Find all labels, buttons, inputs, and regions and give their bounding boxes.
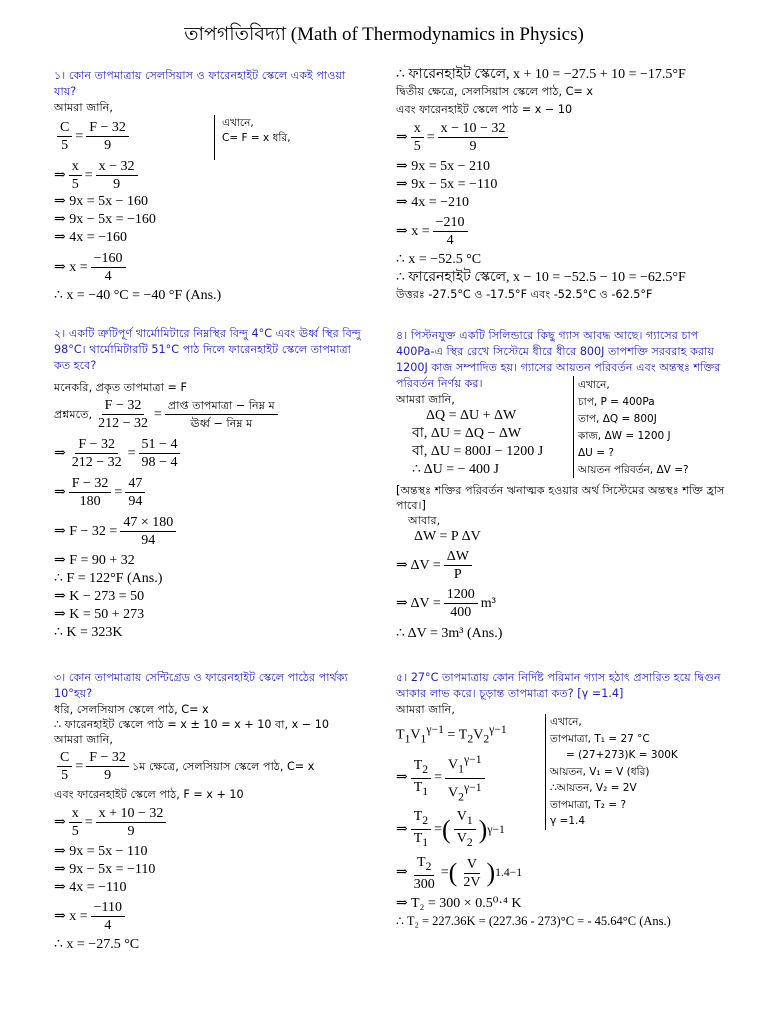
note-line: আয়তন পরিবর্তন, ΔV =? xyxy=(578,464,689,476)
note-label: এখানে, xyxy=(550,716,582,728)
equation: ∴ x = −52.5 °C xyxy=(396,252,482,267)
problem-5-question: ৫। 27°C তাপমাত্রায় কোন নির্দিষ্ট পরিমান গ্যাস হঠাৎ প্রসারিত হয়ে দ্বিগুন আকার লাভ করে। চূড়ান্ত তাপমাত্রা কত? [γ =1.4] xyxy=(396,671,721,700)
equation: বা, ΔU = 800J − 1200 J xyxy=(412,444,544,459)
problem-3 xyxy=(54,670,370,954)
note-line: তাপমাত্রা, T₂ = ? xyxy=(550,798,627,811)
note-text: C= F = x ধরি, xyxy=(222,132,291,144)
note-label: এখানে, xyxy=(578,379,610,391)
equation: ∴ ফারেনহাইট স্কেলে, x + 10 = −27.5 + 10 = −17.5°F xyxy=(396,67,686,82)
equation: ⇒ F − 32 212 − 32 = 51 − 4 98 − 4 xyxy=(54,436,370,471)
note-line: ∴আয়তন, V₂ = 2V xyxy=(550,782,637,794)
equation: বা, ΔU = ΔQ − ΔW xyxy=(412,426,522,441)
equation: ⇒ 4x = −210 xyxy=(396,195,470,210)
answer: ∴ F = 122°F (Ans.) xyxy=(54,571,163,586)
equation: ΔQ = ΔU + ΔW xyxy=(426,408,517,423)
known-label: আমরা জানি, xyxy=(54,733,113,746)
known-label: আমরা জানি, xyxy=(396,393,455,406)
problem-3-question: ৩। কোন তাপমাত্রায় সেন্টিগ্রেড ও ফারেনহাইট স্কেলে পাঠের পার্থক্য 10°হয়? xyxy=(54,671,348,700)
assume-line: ধরি, সেলসিয়াস স্কেলে পাঠ, C= x xyxy=(54,703,209,716)
given-note xyxy=(222,116,291,146)
equation: ⇒ K − 273 = 50 xyxy=(54,589,145,604)
problem-2 xyxy=(54,326,370,642)
equation: ∴ ΔU = − 400 J xyxy=(412,462,499,477)
equation: ⇒ $T_2$ $T_1$ = $V_1^{\gamma-1}$ $V_2^{\gamma-1}$ xyxy=(396,751,726,805)
equation: ⇒ 4x = −110 xyxy=(54,880,127,895)
page-title: তাপগতিবিদ্যা (Math of Thermodynamics in Physics) xyxy=(184,24,584,45)
equation: ⇒ $T_2$ $T_1$ = ( $V_1$ $V_2$ ) γ−1 xyxy=(396,809,505,849)
equation: ⇒ F − 32 = 47 × 180 94 xyxy=(54,514,370,549)
fahrenheit-reading: ∴ ফারেনহাইট স্কেলে পাঠ = x ± 10 = x + 10 বা, x − 10 xyxy=(54,718,329,731)
case-2-label: দ্বিতীয় ক্ষেত্রে, সেলসিয়াস স্কেলে পাঠ, C= x xyxy=(396,85,593,98)
case-1-label: ১ম ক্ষেত্রে, সেলসিয়াস স্কেলে পাঠ, C= x xyxy=(131,760,315,773)
frac-numerator: প্রাপ্ত তাপমাত্রা − নিম্ন ম xyxy=(165,397,278,415)
equation: ∴ ফারেনহাইট স্কেলে, x − 10 = −52.5 − 10 = −62.5°F xyxy=(396,270,686,285)
note-divider xyxy=(214,115,215,160)
equation: ⇒ ΔV = ΔW P xyxy=(396,548,726,583)
equation: প্রশ্নমতে, $\frac{F - 32}{212 - 32}$ = প্রাপ্ত তাপমাত্রা − নিম্ন ম ঊর্ধ্ব − নিম্ন ম xyxy=(54,397,370,432)
equation: ∴ x = −27.5 °C xyxy=(54,937,140,952)
note-line: কাজ, ΔW = 1200 J xyxy=(578,430,671,442)
problem-4 xyxy=(396,328,726,643)
note-line: আয়তন, V₁ = V (ধরি) xyxy=(550,765,650,778)
equation: ⇒ x = −110 4 xyxy=(54,899,370,934)
answer: ∴ x = −40 °C = −40 °F (Ans.) xyxy=(54,288,222,303)
equation: ⇒ x 5 = x + 10 − 32 9 xyxy=(54,805,370,840)
by-question-label: প্রশ্নমতে, xyxy=(54,408,93,421)
note-line: চাপ, P = 400Pa xyxy=(578,396,655,408)
equation: ⇒ ΔV = 1200 400 m³ xyxy=(396,587,496,620)
problem-1-question: ১। কোন তাপমাত্রায় সেলসিয়াস ও ফারেনহাইট স্কেলে একই পাওয়া যায়? xyxy=(54,69,346,98)
problem-4-question: ৪। পিস্টনযুক্ত একটি সিলিন্ডারে কিছু গ্যাস আবদ্ধ আছে। গ্যাসের চাপ 400Pa-এ স্থির রেখে সিস্টেমে ধীরে ধীরে 800J তাপশক্তি সরবরাহ করায় 1200J কাজ সম্পাদিত হয়। গ্যাসের আয়তন পরিবর্তন এবং অন্তস্থঃ শক্তির পরিবর্তন নির্ণয় কর। xyxy=(396,329,721,390)
equation: ⇒ 9x = 5x − 210 xyxy=(396,159,491,174)
equation: ⇒ K = 50 + 273 xyxy=(54,607,145,622)
equation: ⇒ T₂ = 300 × 0.5⁰·⁴ K xyxy=(396,895,522,911)
case-1-fahrenheit: এবং ফারেনহাইট স্কেলে পাঠ, F = x + 10 xyxy=(54,788,244,801)
note-line: তাপমাত্রা, T₁ = 27 °C xyxy=(550,732,650,745)
answer: ∴ K = 323K xyxy=(54,625,123,640)
equation: ⇒ $T_2$ 300 = ( V 2V ) 1.4−1 xyxy=(396,854,523,892)
known-label: আমরা জানি, xyxy=(54,101,113,114)
problem-1 xyxy=(54,68,364,305)
frac-denominator: ঊর্ধ্ব − নিম্ন ম xyxy=(190,417,253,430)
equation: ⇒ 9x = 5x − 160 xyxy=(54,194,149,209)
note-line: ΔU = ? xyxy=(578,447,614,459)
equation: ⇒ F − 32 180 = 47 94 xyxy=(54,475,370,510)
given-note xyxy=(550,714,678,830)
equation: ⇒ x 5 = x − 10 − 32 9 xyxy=(396,120,726,155)
problem-3-continued xyxy=(396,66,726,302)
known-label: আমরা জানি, xyxy=(396,703,455,716)
note-line: γ =1.4 xyxy=(550,815,586,827)
equation: ⇒ x = −210 4 xyxy=(396,214,726,249)
equation: ⇒ 9x − 5x = −110 xyxy=(54,862,156,877)
equation: ⇒ x 5 = x − 32 9 xyxy=(54,158,364,193)
answer: উত্তরঃ -27.5°C ও -17.5°F এবং -52.5°C ও -62.5°F xyxy=(396,288,653,301)
remark: [অন্তস্থঃ শক্তির পরিবর্তন ঋনাত্মক হওয়ার অর্থ সিস্টেমের অন্তস্থঃ শক্তি হ্রাস পাবে।] xyxy=(396,484,725,512)
assume-line: মনেকরি, প্রকৃত তাপমাত্রা = F xyxy=(54,381,187,394)
answer: ∴ ΔV = 3m³ (Ans.) xyxy=(396,626,503,641)
problem-2-question: ২। একটি ত্রুটিপূর্ণ থার্মোমিটারে নিম্নস্থির বিন্দু 4°C এবং ঊর্ধ্ব স্থির বিন্দু 98°C। থার্মোমিটারটি 51°C পাঠ দিলে ফারেনহাইট স্কেলে তাপমাত্রা কত হবে? xyxy=(54,327,361,372)
equation: ⇒ x = −160 4 xyxy=(54,250,364,285)
note-label: এখানে, xyxy=(222,117,254,129)
equation: $T_1V_1^{\gamma-1} = T_2V_2^{\gamma-1}$ xyxy=(396,723,507,746)
equation: C 5 = F − 32 9 xyxy=(54,119,364,154)
equation: ΔW = P ΔV xyxy=(414,529,481,544)
equation: ⇒ 9x − 5x = −160 xyxy=(54,212,156,227)
answer: ∴ T₂ = 227.36K = (227.36 - 273)°C = - 45.64°C (Ans.) xyxy=(396,913,671,928)
note-line: = (27+273)K = 300K xyxy=(566,749,678,761)
case-2-fahrenheit: এবং ফারেনহাইট স্কেলে পাঠ = x − 10 xyxy=(396,103,573,116)
equation: $\frac{C}{5}$ = $\frac{F - 32}{9}$ ১ম ক্ষেত্রে, সেলসিয়াস স্কেলে পাঠ, C= x xyxy=(54,749,370,784)
equation: ⇒ 4x = −160 xyxy=(54,230,128,245)
note-divider xyxy=(545,714,546,830)
equation: ⇒ 9x = 5x − 110 xyxy=(54,844,148,859)
given-note xyxy=(578,377,689,479)
note-line: তাপ, ΔQ = 800J xyxy=(578,413,657,425)
equation: ⇒ F = 90 + 32 xyxy=(54,553,135,568)
equation: ⇒ 9x − 5x = −110 xyxy=(396,177,498,192)
again-label: আবার, xyxy=(408,514,441,527)
note-divider xyxy=(573,376,574,478)
